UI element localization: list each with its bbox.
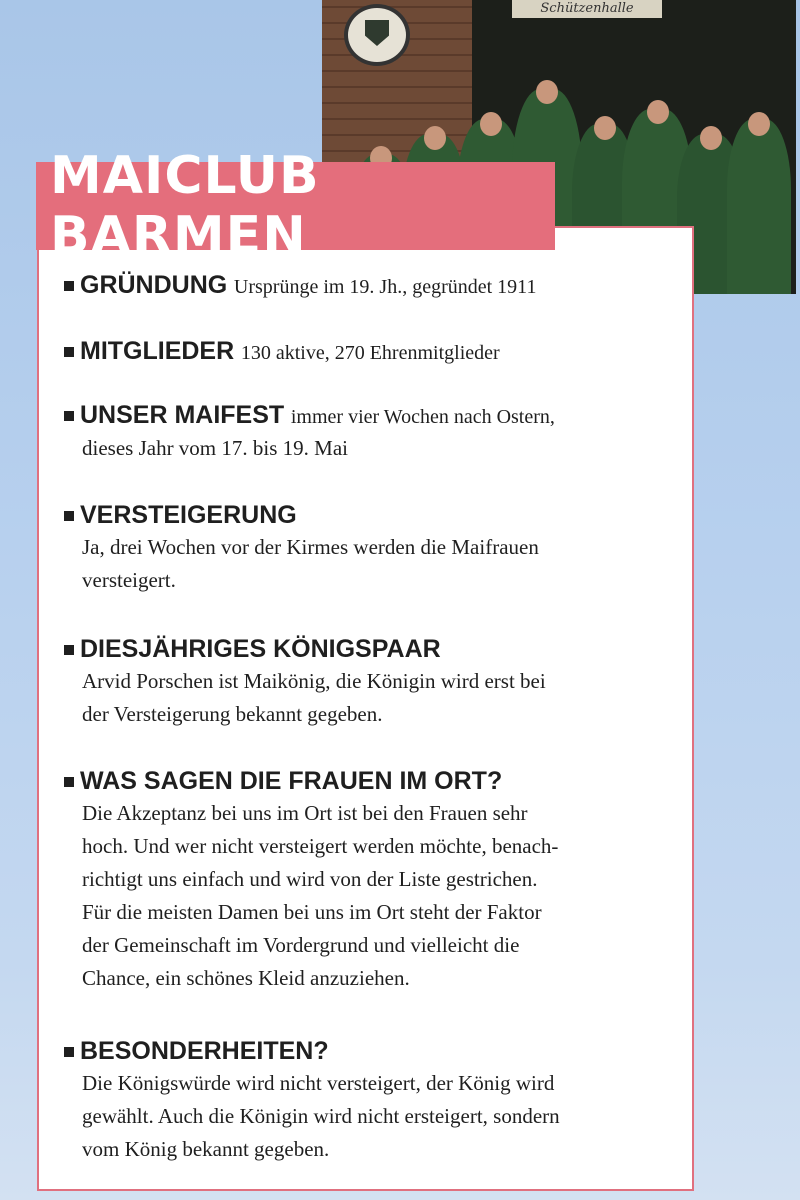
item-text-line: Arvid Porschen ist Maikönig, die Königin wird erst bei bbox=[82, 669, 546, 693]
item-mitglieder bbox=[64, 336, 674, 368]
item-heading: DIESJÄHRIGES KÖNIGSPAAR bbox=[80, 635, 441, 663]
item-text-line: gewählt. Auch die Königin wird nicht ersteigert, sondern bbox=[82, 1104, 560, 1128]
item-versteigerung bbox=[64, 500, 674, 597]
item-heading: UNSER MAIFEST bbox=[80, 401, 285, 429]
item-text-line: richtigt uns einfach und wird von der Liste gestrichen. bbox=[82, 867, 538, 891]
item-besonderheiten bbox=[64, 1036, 674, 1166]
item-text-line: Die Königswürde wird nicht versteigert, der König wird bbox=[82, 1071, 555, 1095]
item-text-line: der Gemeinschaft im Vordergrund und vielleicht die bbox=[82, 933, 520, 957]
page-title: MAICLUB BARMEN bbox=[50, 146, 320, 266]
item-heading: BESONDERHEITEN? bbox=[80, 1037, 329, 1065]
item-gruendung bbox=[64, 270, 674, 302]
item-text: immer vier Wochen nach Ostern, bbox=[290, 406, 555, 428]
item-text-line: Chance, ein schönes Kleid anzuziehen. bbox=[82, 966, 410, 990]
bullet-icon bbox=[64, 281, 74, 291]
bullet-icon bbox=[64, 1047, 74, 1057]
item-text: Ursprünge im 19. Jh., gegründet 1911 bbox=[233, 276, 537, 298]
bullet-icon bbox=[64, 777, 74, 787]
item-text-line: Die Akzeptanz bei uns im Ort ist bei den Frauen sehr bbox=[82, 801, 528, 825]
item-heading: WAS SAGEN DIE FRAUEN IM ORT? bbox=[80, 767, 503, 795]
bullet-icon bbox=[64, 411, 74, 421]
item-maifest bbox=[64, 400, 674, 465]
item-heading: MITGLIEDER bbox=[80, 337, 235, 365]
bullet-icon bbox=[64, 347, 74, 357]
item-frauen bbox=[64, 766, 674, 995]
bullet-icon bbox=[64, 511, 74, 521]
item-text-line: versteigert. bbox=[82, 568, 176, 592]
item-text-line: hoch. Und wer nicht versteigert werden möchte, benach- bbox=[82, 834, 559, 858]
item-text-line: dieses Jahr vom 17. bis 19. Mai bbox=[82, 436, 348, 460]
item-koenigspaar bbox=[64, 634, 674, 731]
item-heading: GRÜNDUNG bbox=[80, 271, 228, 299]
item-text-line: vom König bekannt gegeben. bbox=[82, 1137, 330, 1161]
hall-sign: Schützenhalle bbox=[512, 0, 662, 18]
item-text-line: der Versteigerung bekannt gegeben. bbox=[82, 702, 383, 726]
item-text-line: Für die meisten Damen bei uns im Ort steht der Faktor bbox=[82, 900, 542, 924]
item-text-line: Ja, drei Wochen vor der Kirmes werden die Maifrauen bbox=[82, 535, 539, 559]
bullet-icon bbox=[64, 645, 74, 655]
item-text: 130 aktive, 270 Ehrenmitglieder bbox=[240, 342, 500, 364]
item-heading: VERSTEIGERUNG bbox=[80, 501, 297, 529]
title-banner bbox=[36, 146, 555, 266]
